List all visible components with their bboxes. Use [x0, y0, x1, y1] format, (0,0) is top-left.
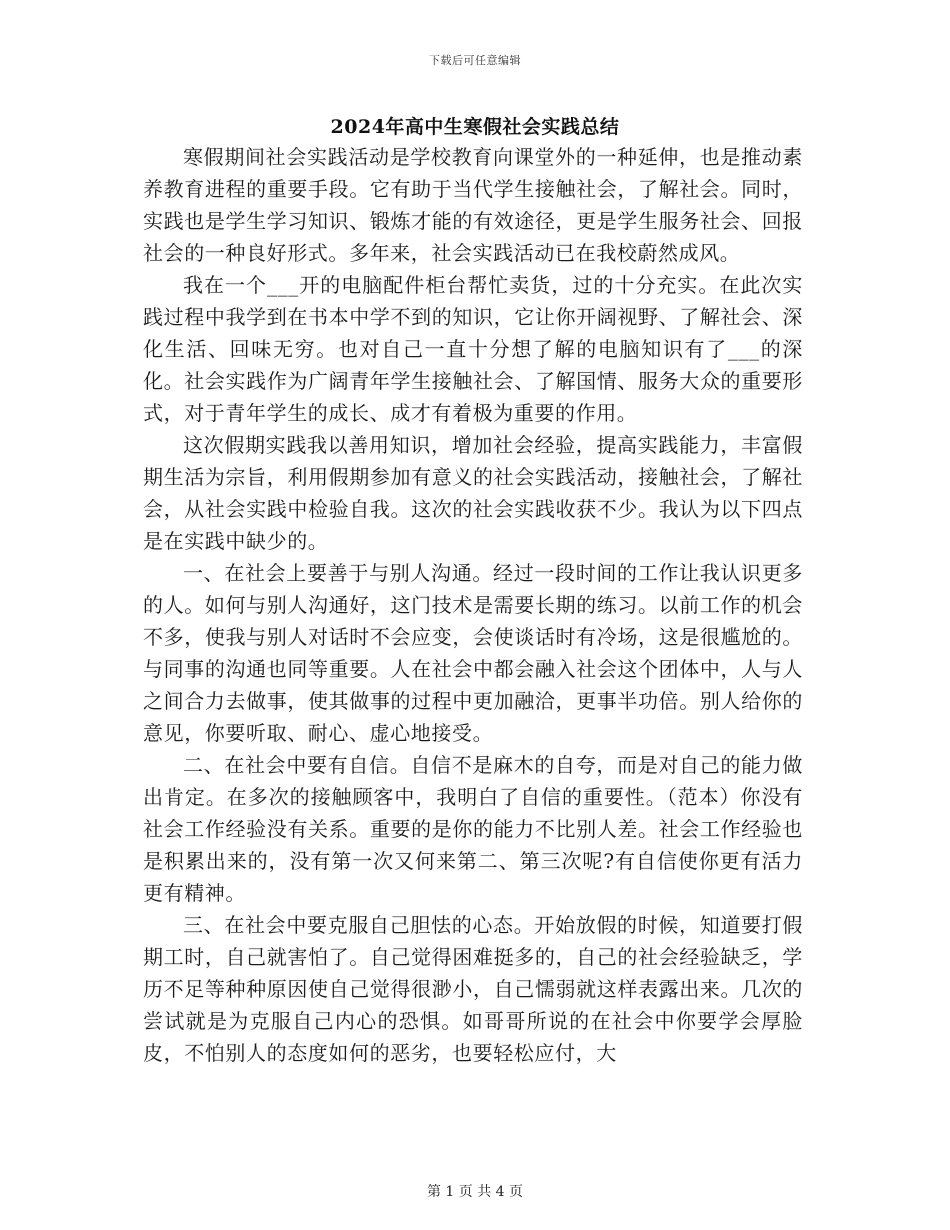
paragraph-point-overcome-timidity: 三、在社会中要克服自己胆怯的心态。开始放假的时候，知道要打假期工时，自己就害怕了。自己觉得困难挺多的，自己的社会经验缺乏，学历不足等种种原因使自己觉得很渺小，自己懦弱就这样表露出来。几次的尝试就是为克服自己内心的恐惧。如哥哥所说的在社会中你要学会厚脸皮，不怕别人的态度如何的恶劣，也要轻松应付，大: [143, 913, 803, 1065]
paragraph-intro: 寒假期间社会实践活动是学校教育向课堂外的一种延伸，也是推动素养教育进程的重要手段。它有助于当代学生接触社会，了解社会。同时，实践也是学生学习知识、锻炼才能的有效途径，更是学生服务社会、回报社会的一种良好形式。多年来，社会实践活动已在我校蔚然成风。: [143, 145, 803, 265]
paragraph-purpose: 这次假期实践我以善用知识，增加社会经验，提高实践能力，丰富假期生活为宗旨，利用假期参加有意义的社会实践活动，接触社会，了解社会，从社会实践中检验自我。这次的社会实践收获不少。我认为以下四点是在实践中缺少的。: [143, 433, 803, 553]
document-body: [143, 141, 803, 1069]
paragraph-point-communication: 一、在社会上要善于与别人沟通。经过一段时间的工作让我认识更多的人。如何与别人沟通好，这门技术是需要长期的练习。以前工作的机会不多，使我与别人对话时不会应变，会使谈话时有冷场，这是很尴尬的。与同事的沟通也同等重要。人在社会中都会融入社会这个团体中，人与人之间合力去做事，使其做事的过程中更加融洽，更事半功倍。别人给你的意见，你要听取、耐心、虚心地接受。: [143, 561, 803, 745]
page-number: 第 1 页 共 4 页: [426, 1184, 524, 1200]
document-title: 2024年高中生寒假社会实践总结: [330, 116, 620, 138]
paragraph-point-confidence: 二、在社会中要有自信。自信不是麻木的自夸，而是对自己的能力做出肯定。在多次的接触顾客中，我明白了自信的重要性。（范本）你没有社会工作经验没有关系。重要的是你的能力不比别人差。社会工作经验也是积累出来的，没有第一次又何来第二、第三次呢?有自信使你更有活力更有精神。: [143, 753, 803, 905]
header-note: 下载后可任意编辑: [429, 54, 521, 67]
paragraph-work-experience: 我在一个___开的电脑配件柜台帮忙卖货，过的十分充实。在此次实践过程中我学到在书本中学不到的知识，它让你开阔视野、了解社会、深化生活、回味无穷。也对自己一直十分想了解的电脑知识有了___的深化。社会实践作为广阔青年学生接触社会、了解国情、服务大众的重要形式，对于青年学生的成长、成才有着极为重要的作用。: [143, 273, 803, 425]
